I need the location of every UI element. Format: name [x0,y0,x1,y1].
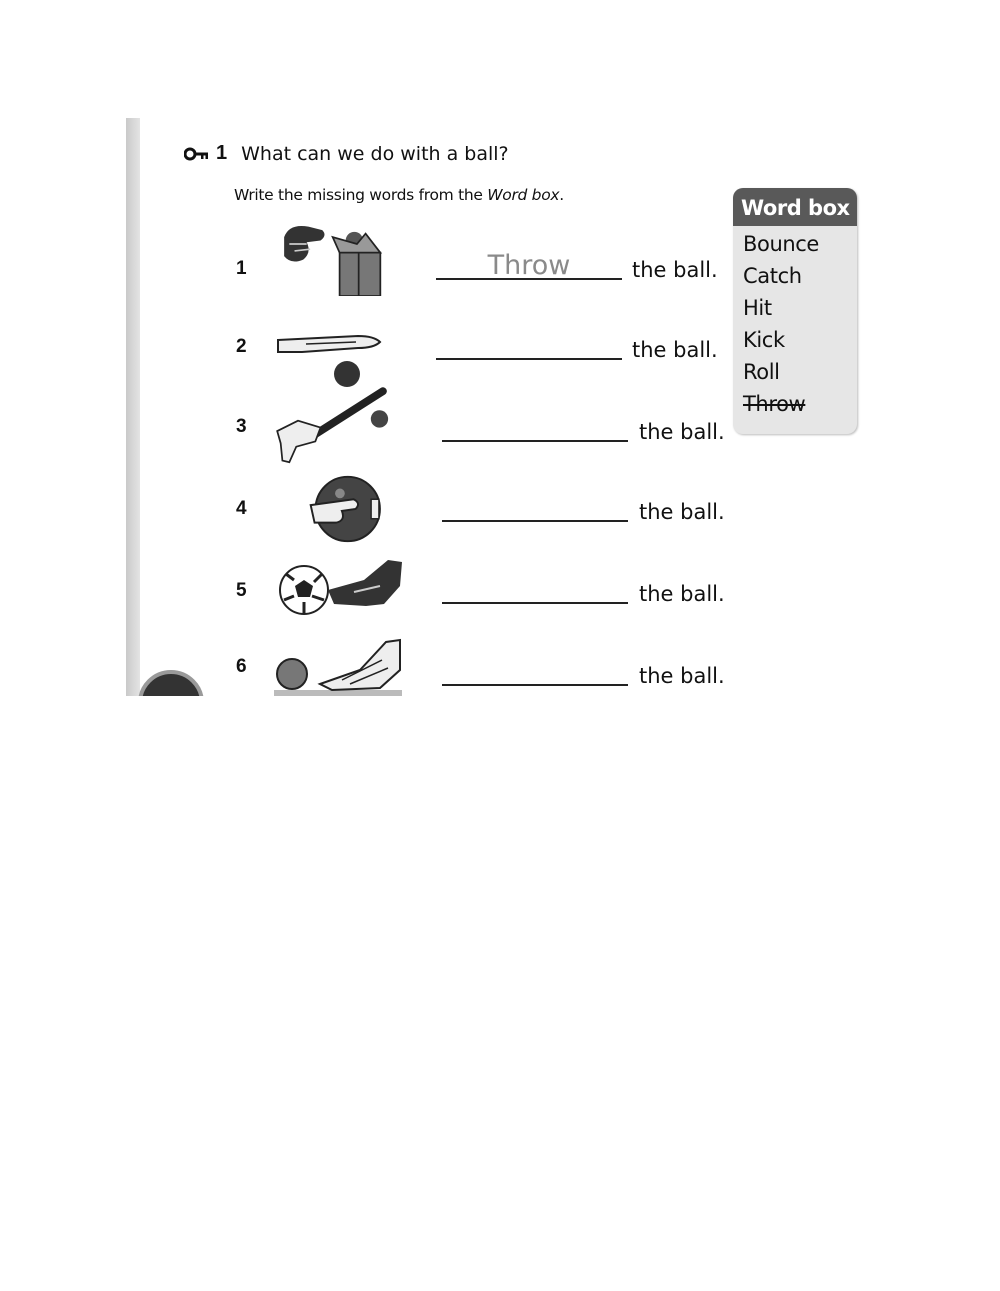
item-tail-text: the ball. [632,258,718,282]
item-number: 2 [236,336,247,357]
item-tail-text: the ball. [639,664,725,688]
answer-blank-1[interactable]: Throw [436,254,622,280]
item-tail-text: the ball. [639,420,725,444]
word-box-title: Word box [733,188,857,226]
exercise-instructions: Write the missing words from the Word box. [234,186,564,204]
exercise-item-2 [0,324,740,394]
answer-blank-2[interactable] [436,334,622,360]
word-item: Catch [743,264,802,288]
exercise-item-4 [0,470,740,540]
word-item: Roll [743,360,780,384]
answer-blank-6[interactable] [442,660,628,686]
answer-blank-5[interactable] [442,578,628,604]
item-number: 3 [236,416,247,437]
item-tail-text: the ball. [632,338,718,362]
answer-blank-3[interactable] [442,416,628,442]
exercise-heading [184,142,509,165]
word-item: Bounce [743,232,819,256]
word-item: Kick [743,328,785,352]
exercise-item-5 [0,552,740,622]
exercise-item-6 [0,626,740,696]
roll-ball-icon [262,626,412,704]
exercise-number: 1 [216,142,228,164]
item-tail-text: the ball. [639,500,725,524]
throw-box-icon [262,218,412,296]
item-number: 6 [236,656,247,677]
item-number: 5 [236,580,247,601]
key-icon [184,147,210,161]
bat-hit-icon [262,386,412,464]
word-box [733,188,857,434]
catch-ball-icon [262,470,412,548]
item-number: 1 [236,258,247,279]
answer-blank-4[interactable] [442,496,628,522]
exercise-item-1 [0,218,740,288]
exercise-item-3 [0,386,740,456]
word-list [743,228,819,420]
word-item: Hit [743,296,772,320]
item-tail-text: the ball. [639,582,725,606]
exercise-title: What can we do with a ball? [241,142,509,165]
word-item-used: Throw [743,392,806,416]
item-number: 4 [236,498,247,519]
kick-football-icon [262,552,412,630]
